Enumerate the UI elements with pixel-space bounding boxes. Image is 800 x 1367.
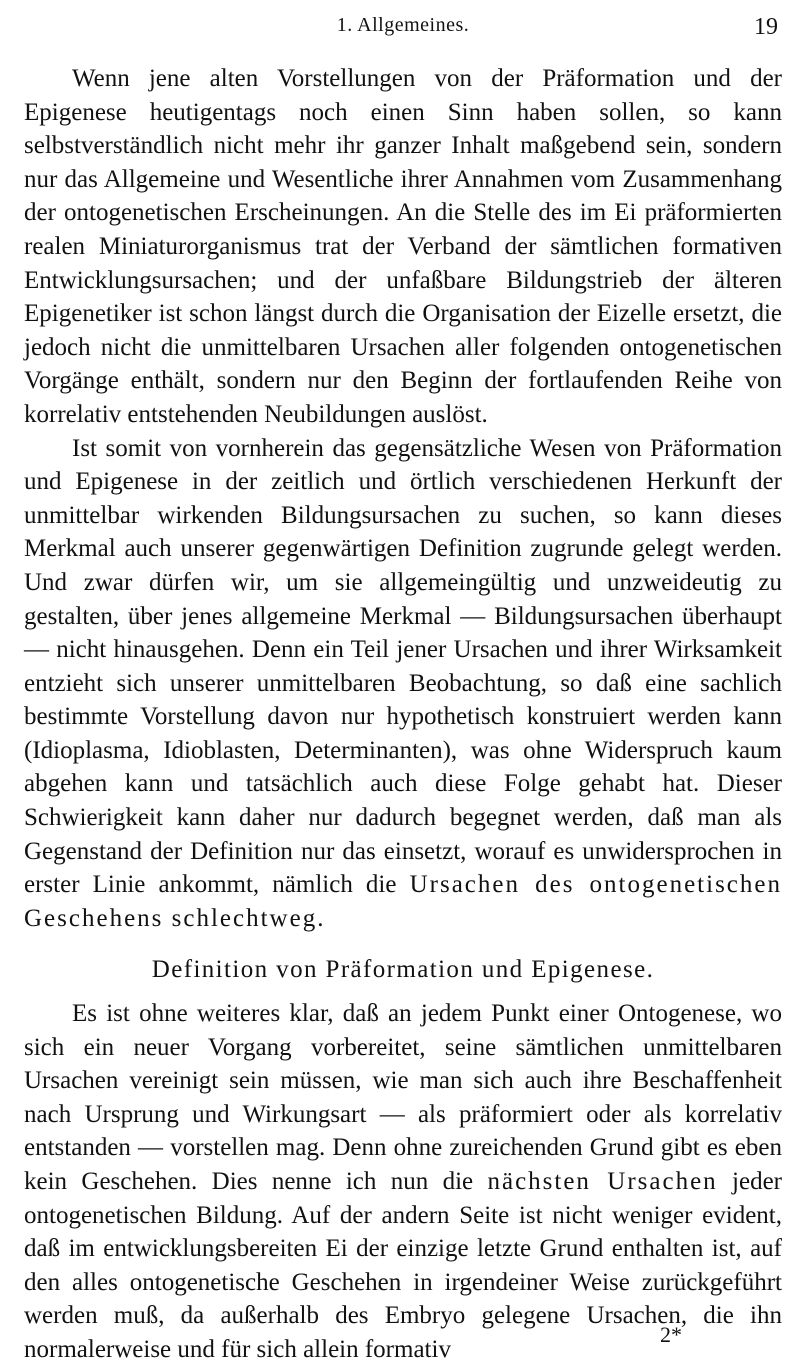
emphasized-text: Ursachen des ontogenetischen Geschehens schlechtweg: [24, 871, 782, 932]
paragraph-text: .: [317, 904, 324, 932]
paragraph-text: jeder ontogenetischen Bildung. Auf der andern Seite ist nicht weniger evident, daß im entwicklungsbereiten Ei der einzige letzte Grund enthalten ist, auf den alles ontogenetische Geschehen in irgendeiner Weise zurückgeführt werden muß, da außerhalb des Embryo gelegene Ursachen, die ihn normalerweise und für sich allein formativ: [24, 1168, 782, 1363]
page-number: 19: [754, 14, 778, 40]
paragraph: [24, 997, 782, 1367]
section-heading: Definition von Präformation und Epigenese.: [151, 956, 655, 984]
body-text: [24, 62, 782, 1367]
running-header: [24, 10, 782, 40]
paragraph-text: Ist somit von vornherein das gegensätzliche Wesen von Präformation und Epigenese in der zeitlich und örtlich verschiedenen Herkunft der unmittelbar wirkenden Bildungsursachen zu suchen, so kann dieses Merkmal auch unserer gegenwärtigen Definition zugrunde gelegt werden. Und zwar dürfen wir, um sie allgemeingültig und unzweideutig zu gestalten, über jenes allgemeine Merkmal — Bildungsursachen überhaupt — nicht hinausgehen. Denn ein Teil jener Ursachen und ihrer Wirksamkeit entzieht sich unserer unmittelbaren Beobachtung, so daß eine sachlich bestimmte Vorstellung davon nur hypothetisch konstruiert werden kann (Idioplasma, Idioblasten, Determinanten), was ohne Widerspruch kaum abgehen kann und tatsächlich auch diese Folge gehabt hat. Dieser Schwierigkeit kann daher nur dadurch begegnet werden, daß man als Gegenstand der Definition nur das einsetzt, worauf es unwidersprochen in erster Linie ankommt, nämlich die: [24, 434, 782, 899]
paragraph-text: Es ist ohne weiteres klar, daß an jedem Punkt einer Ontogenese, wo sich ein neuer Vorgang vorbereitet, seine sämtlichen unmittelbaren Ursachen vereinigt sein müssen, wie man sich auch ihre Beschaffenheit nach Ursprung und Wirkungsart — als präformiert oder als korrelativ entstanden — vorstellen mag. Denn ohne zureichenden Grund gibt es eben kein Geschehen. Dies nenne ich nun die: [24, 1000, 782, 1195]
emphasized-text: nächsten Ursachen: [487, 1168, 718, 1195]
sheet-signature: 2*: [660, 1322, 682, 1347]
paragraph: [24, 62, 782, 432]
running-title: 1. Allgemeines.: [336, 14, 470, 36]
paragraph: [24, 432, 782, 936]
paragraph-text: Wenn jene alten Vorstellungen von der Präformation und der Epigenese heutigentags noch einen Sinn haben sollen, so kann selbstverständlich nicht mehr ihr ganzer Inhalt maßgebend sein, sondern nur das Allgemeine und Wesentliche ihrer Annahmen vom Zusammenhang der ontogenetischen Erscheinungen. An die Stelle des im Ei präformierten realen Miniaturorganismus trat der Verband der sämtlichen formativen Entwicklungsursachen; und der unfaßbare Bildungstrieb der älteren Epigenetiker ist schon längst durch die Organisation der Eizelle ersetzt, die jedoch nicht die unmittelbaren Ursachen aller folgenden ontogenetischen Vorgänge enthält, sondern nur den Beginn der fortlaufenden Reihe von korrelativ entstehenden Neubildungen auslöst.: [24, 65, 782, 428]
